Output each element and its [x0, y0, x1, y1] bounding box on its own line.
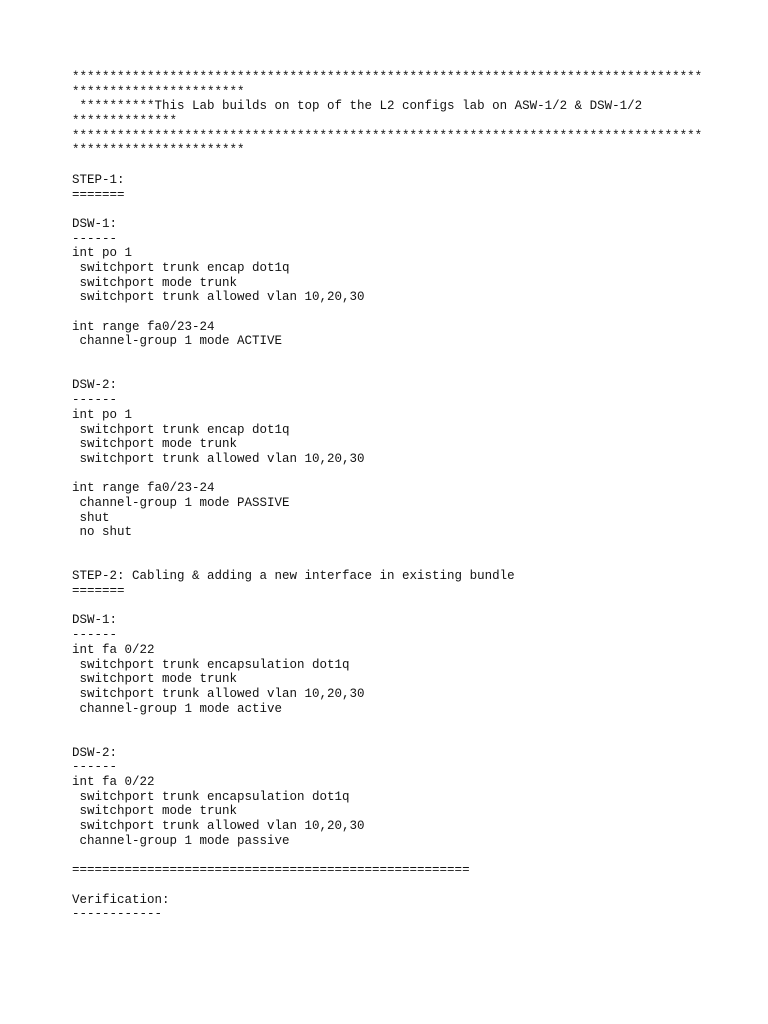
section-heading-verification: Verification:	[72, 892, 170, 907]
blank-line	[72, 202, 752, 217]
header-stars-line: ***********************	[72, 143, 245, 158]
config-line: switchport trunk allowed vlan 10,20,30	[72, 819, 365, 834]
config-line: channel-group 1 mode ACTIVE	[72, 334, 283, 349]
config-line: switchport trunk encapsulation dot1q	[72, 789, 350, 804]
device-underline: ------	[72, 628, 118, 643]
device-heading-dsw-2: DSW-2:	[72, 745, 118, 760]
document-page	[72, 70, 752, 922]
header-stars-line: ************************************************************************************	[72, 70, 703, 84]
blank-line	[72, 878, 752, 893]
config-line: switchport mode trunk	[72, 672, 238, 687]
config-line: channel-group 1 mode PASSIVE	[72, 495, 290, 510]
header-note-line: **********This Lab builds on top of the L2 configs lab on ASW-1/2 & DSW-1/2	[72, 99, 643, 114]
device-heading-dsw-1: DSW-1:	[72, 613, 118, 628]
config-line: switchport trunk encap dot1q	[72, 422, 290, 437]
section-heading-step-1: STEP-1:	[72, 172, 125, 187]
config-line: switchport trunk encap dot1q	[72, 260, 290, 275]
config-line: switchport mode trunk	[72, 437, 238, 452]
blank-line	[72, 555, 752, 570]
blank-line	[72, 364, 752, 379]
section-underline: =======	[72, 584, 125, 599]
config-line: switchport trunk encapsulation dot1q	[72, 657, 350, 672]
blank-line	[72, 716, 752, 731]
config-line: channel-group 1 mode passive	[72, 833, 290, 848]
header-stars-line: ***********************	[72, 84, 245, 99]
section-underline: =======	[72, 187, 125, 202]
blank-line	[72, 848, 752, 863]
config-line: switchport mode trunk	[72, 804, 238, 819]
config-line: int fa 0/22	[72, 775, 155, 789]
blank-line	[72, 731, 752, 746]
device-heading-dsw-2: DSW-2:	[72, 378, 118, 393]
blank-line	[72, 305, 752, 320]
config-line: int range fa0/23-24	[72, 319, 215, 334]
blank-line	[72, 540, 752, 555]
config-line: channel-group 1 mode active	[72, 701, 283, 716]
device-heading-dsw-1: DSW-1:	[72, 216, 118, 231]
blank-line	[72, 158, 752, 173]
blank-line	[72, 467, 752, 482]
config-line: switchport mode trunk	[72, 275, 238, 290]
header-stars-line: **************	[72, 114, 178, 129]
blank-line	[72, 599, 752, 614]
config-line: switchport trunk allowed vlan 10,20,30	[72, 290, 365, 305]
blank-line	[72, 349, 752, 364]
config-line: int range fa0/23-24	[72, 481, 215, 496]
config-line: int po 1	[72, 246, 133, 261]
config-line: no shut	[72, 525, 133, 540]
config-line: int fa 0/22	[72, 642, 155, 657]
section-heading-step-2: STEP-2: Cabling & adding a new interface in existing bundle	[72, 569, 515, 584]
config-line: switchport trunk allowed vlan 10,20,30	[72, 686, 365, 701]
section-underline: ------------	[72, 907, 163, 922]
device-underline: ------	[72, 760, 118, 775]
device-underline: ------	[72, 231, 118, 246]
config-line: shut	[72, 510, 110, 525]
device-underline: ------	[72, 393, 118, 408]
header-stars-line: ************************************************************************************	[72, 128, 703, 143]
config-line: switchport trunk allowed vlan 10,20,30	[72, 451, 365, 466]
separator-line: =====================================================	[72, 863, 470, 878]
config-line: int po 1	[72, 407, 133, 422]
